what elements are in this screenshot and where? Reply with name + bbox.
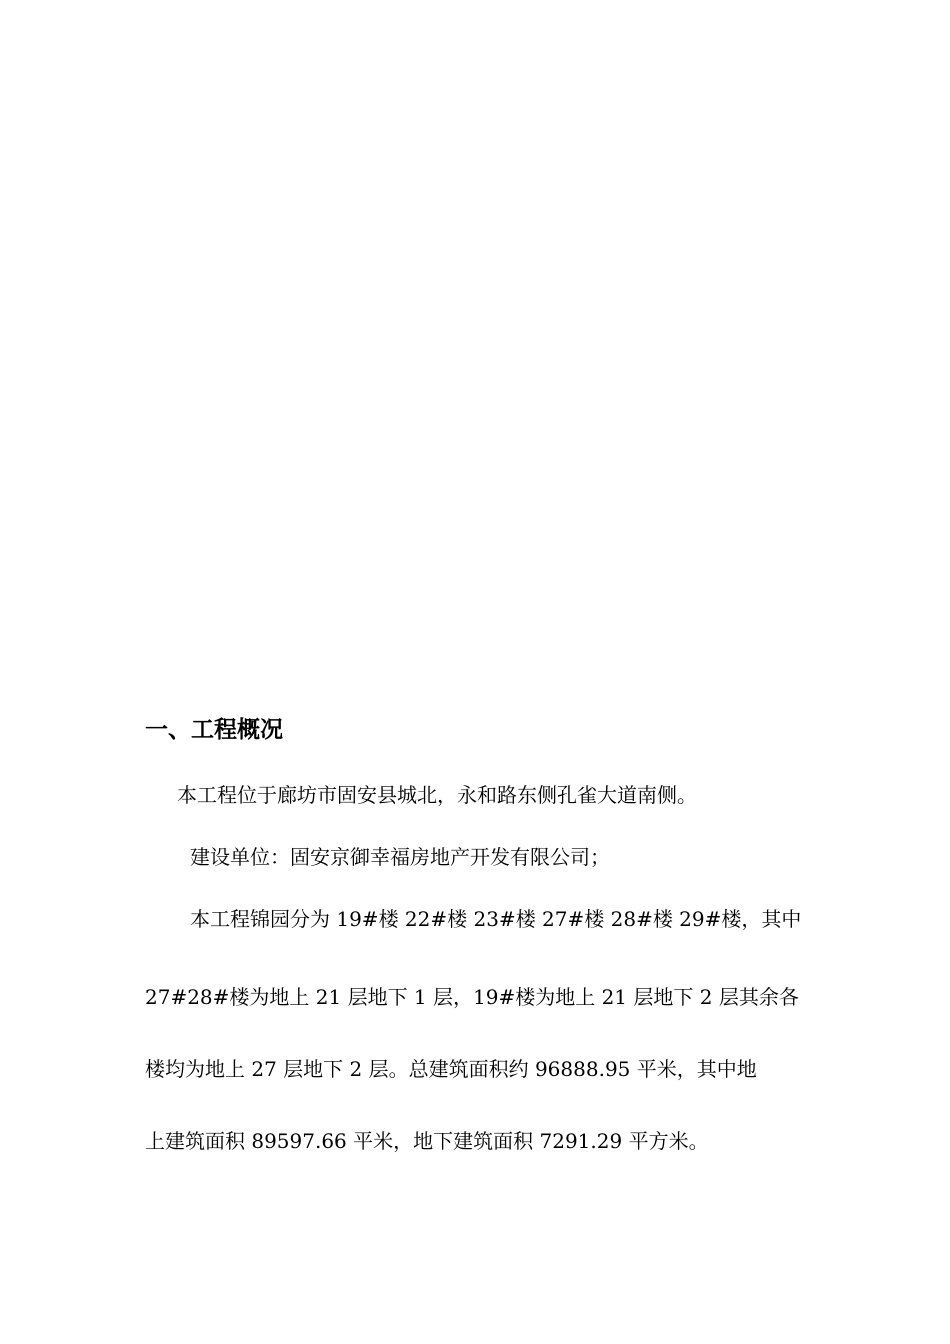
description-line: 本工程锦园分为 19#楼 22#楼 23#楼 27#楼 28#楼 29#楼，其中 (190, 907, 802, 931)
location-paragraph: 本工程位于廊坊市固安县城北，永和路东侧孔雀大道南侧。 (177, 783, 697, 807)
description-line: 楼均为地上 27 层地下 2 层。总建筑面积约 96888.95 平米，其中地 (145, 1057, 757, 1081)
description-line: 27#28#楼为地上 21 层地下 1 层，19#楼为地上 21 层地下 2 层其余各 (145, 985, 799, 1009)
section-heading: 一、工程概况 (145, 717, 283, 743)
developer-paragraph: 建设单位：固安京御幸福房地产开发有限公司； (190, 845, 610, 869)
description-line: 上建筑面积 89597.66 平米，地下建筑面积 7291.29 平方米。 (145, 1129, 709, 1153)
